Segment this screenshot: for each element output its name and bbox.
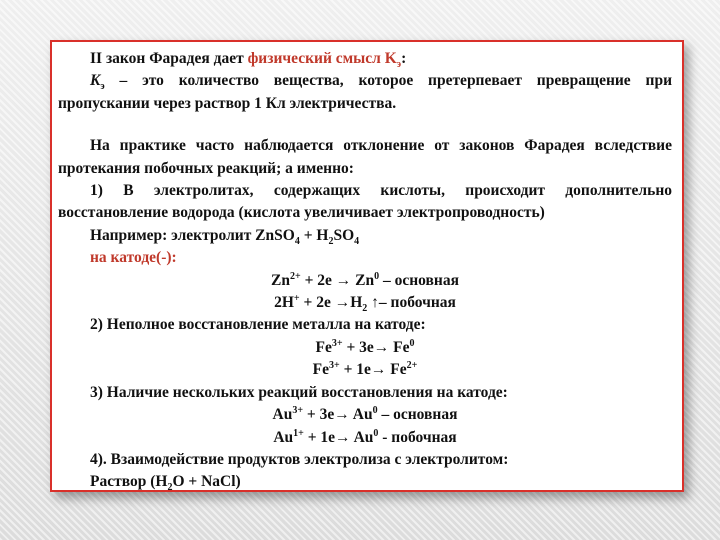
eq6-sup1: 1+ — [293, 427, 304, 439]
heading-colon: : — [401, 50, 407, 67]
eq2-b: + 2e →H — [299, 294, 363, 312]
heading-text: II закон Фарадея дает — [90, 50, 248, 67]
eq5-sup2: 0 — [372, 404, 378, 416]
eq4-sup1: 3+ — [329, 360, 340, 372]
eq2-sup1: + — [293, 292, 300, 304]
eq5-c: – основная — [377, 406, 458, 424]
eq5-a: Au — [272, 406, 293, 424]
example-text-c: SO — [333, 226, 355, 244]
ke-definition — [58, 70, 672, 115]
ke-subscript: э — [396, 59, 402, 71]
slide-content — [50, 40, 684, 492]
example-sub-1: 4 — [294, 235, 300, 247]
equation-au-main — [58, 404, 672, 426]
example-sub-2: 2 — [328, 235, 334, 247]
eq6-sup2: 0 — [373, 427, 379, 439]
eq1-b: + 2e → Zn — [300, 271, 375, 289]
eq3-sup1: 3+ — [331, 337, 343, 349]
solution-b: O + NaCl) — [172, 473, 241, 491]
ke-definition-text: – это количество вещества, которое претерпевает превращение при пропускании через раствор 1 Кл электричества. — [58, 72, 672, 112]
ke-symbol: K — [90, 72, 101, 90]
eq5-sup1: 3+ — [292, 404, 304, 416]
equation-fe-2 — [58, 359, 672, 381]
eq4-b: + 1e→ Fe — [339, 361, 407, 379]
item-1-acids: 1) В электролитах, содержащих кислоты, происходит дополнительно восстановление водорода (кислота увеличивает электропроводность) — [58, 182, 672, 222]
example-electrolyte — [58, 225, 672, 247]
spacer — [58, 115, 672, 135]
cathode-label: на катоде(-): — [90, 249, 177, 267]
eq6-c: - побочная — [378, 428, 457, 446]
solution-sub1: 2 — [167, 482, 173, 494]
eq2-sub1: 2 — [362, 303, 368, 315]
eq2-c: ↑– побочная — [367, 294, 456, 312]
item-4-interaction: 4). Взаимодействие продуктов электролиза с электролитом: — [90, 450, 509, 468]
eq3-a: Fe — [315, 338, 332, 356]
eq1-sup2: 0 — [374, 270, 380, 282]
example-text-b: + H — [299, 226, 329, 244]
equation-au-side — [58, 427, 672, 449]
item-2-incomplete-reduction: 2) Неполное восстановление металла на катоде: — [90, 316, 426, 334]
physical-meaning-label: физический смысл K — [247, 50, 397, 67]
eq1-sup1: 2+ — [289, 270, 301, 282]
deviation-paragraph: На практике часто наблюдается отклонение от законов Фарадея вследствие протекания побочных реакций; а именно: — [58, 137, 672, 177]
eq1-a: Zn — [271, 271, 290, 289]
eq6-b: + 1e→ Au — [303, 428, 374, 446]
equation-fe-0 — [58, 337, 672, 359]
equation-h2 — [58, 292, 672, 314]
eq4-a: Fe — [312, 361, 329, 379]
eq3-b: + 3e→ Fe — [342, 338, 410, 356]
equation-zn — [58, 270, 672, 292]
solution-line — [58, 471, 672, 493]
solution-a: Раствор (H — [90, 473, 168, 491]
faraday-law-heading — [58, 48, 672, 70]
item-3-multiple-reactions: 3) Наличие нескольких реакций восстановления на катоде: — [90, 383, 508, 401]
eq5-b: + 3e→ Au — [303, 406, 373, 424]
physical-meaning-text — [247, 50, 402, 71]
ke-symbol-subscript: э — [100, 81, 105, 93]
eq1-c: – основная — [379, 271, 459, 289]
eq3-sup2: 0 — [409, 337, 415, 349]
eq2-a: 2H — [274, 294, 294, 312]
eq4-sup2: 2+ — [406, 360, 418, 372]
example-sub-3: 4 — [354, 235, 360, 247]
eq6-a: Au — [273, 428, 294, 446]
example-text-a: Например: электролит ZnSO — [90, 226, 295, 244]
